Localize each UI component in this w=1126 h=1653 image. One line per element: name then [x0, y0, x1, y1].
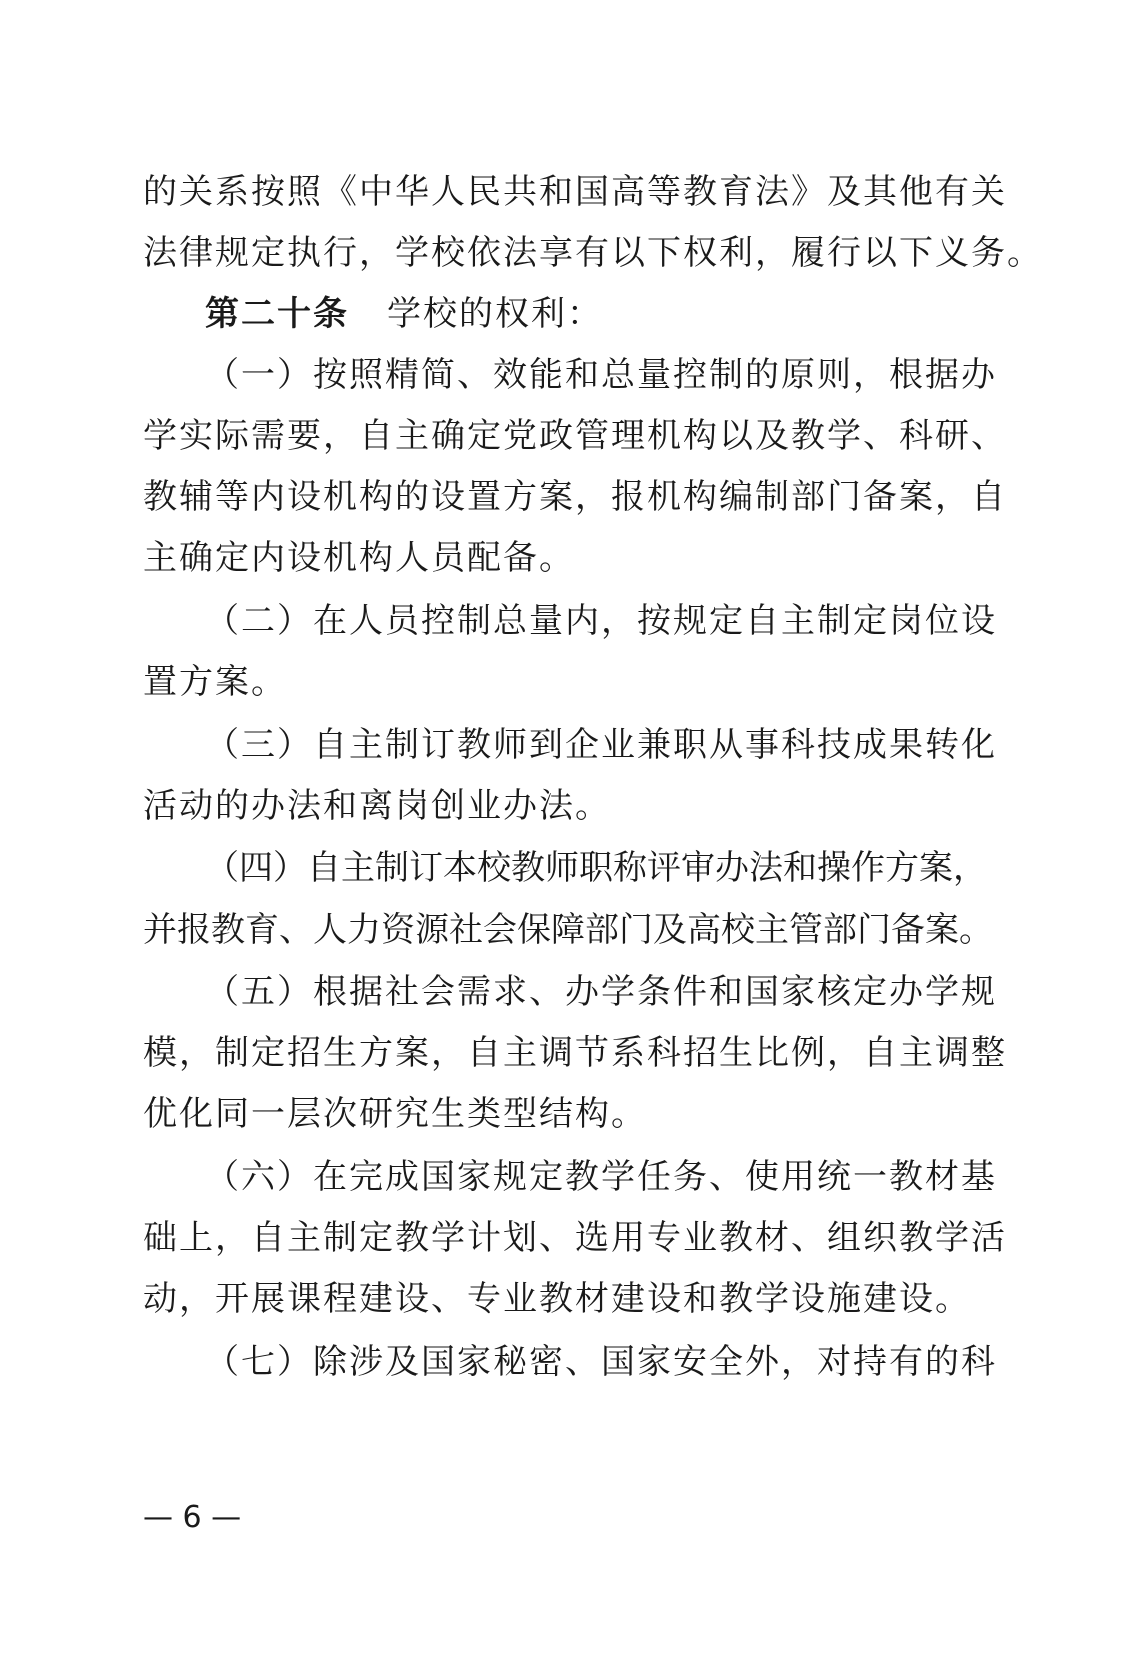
text-line: 的关系按照《中华人民共和国高等教育法》及其他有关 — [143, 172, 1007, 212]
paragraph-first-line: （六）在完成国家规定教学任务、使用统一教材基 — [205, 1157, 997, 1197]
text-line: 并报教育、人力资源社会保障部门及高校主管部门备案。 — [143, 910, 993, 950]
text-line: 活动的办法和离岗创业办法。 — [143, 786, 611, 826]
paragraph-first-line: （二）在人员控制总量内，按规定自主制定岗位设 — [205, 601, 997, 641]
text-line: 教辅等内设机构的设置方案，报机构编制部门备案，自 — [143, 477, 1007, 517]
page-number: — 6 — — [143, 1500, 242, 1535]
text-line: 优化同一层次研究生类型结构。 — [143, 1094, 647, 1134]
paragraph-first-line: （三）自主制订教师到企业兼职从事科技成果转化 — [205, 725, 997, 765]
text-line: 主确定内设机构人员配备。 — [143, 538, 575, 578]
paragraph-first-line: （四）自主制订本校教师职称评审办法和操作方案， — [205, 848, 987, 888]
article-title: 学校的权利： — [387, 294, 603, 334]
text-line: 法律规定执行，学校依法享有以下权利，履行以下义务。 — [143, 233, 1043, 273]
article-number: 第二十条 — [205, 294, 349, 334]
paragraph-first-line: （七）除涉及国家秘密、国家安全外，对持有的科 — [205, 1342, 997, 1382]
paragraph-first-line: （五）根据社会需求、办学条件和国家核定办学规 — [205, 972, 997, 1012]
paragraph-first-line: （一）按照精简、效能和总量控制的原则，根据办 — [205, 355, 997, 395]
text-line: 础上，自主制定教学计划、选用专业教材、组织教学活 — [143, 1218, 1007, 1258]
article-heading — [205, 294, 603, 334]
text-line: 模，制定招生方案，自主调节系科招生比例，自主调整 — [143, 1033, 1007, 1073]
text-line: 动，开展课程建设、专业教材建设和教学设施建设。 — [143, 1279, 971, 1319]
text-line: 置方案。 — [143, 662, 287, 702]
text-line: 学实际需要，自主确定党政管理机构以及教学、科研、 — [143, 416, 1007, 456]
